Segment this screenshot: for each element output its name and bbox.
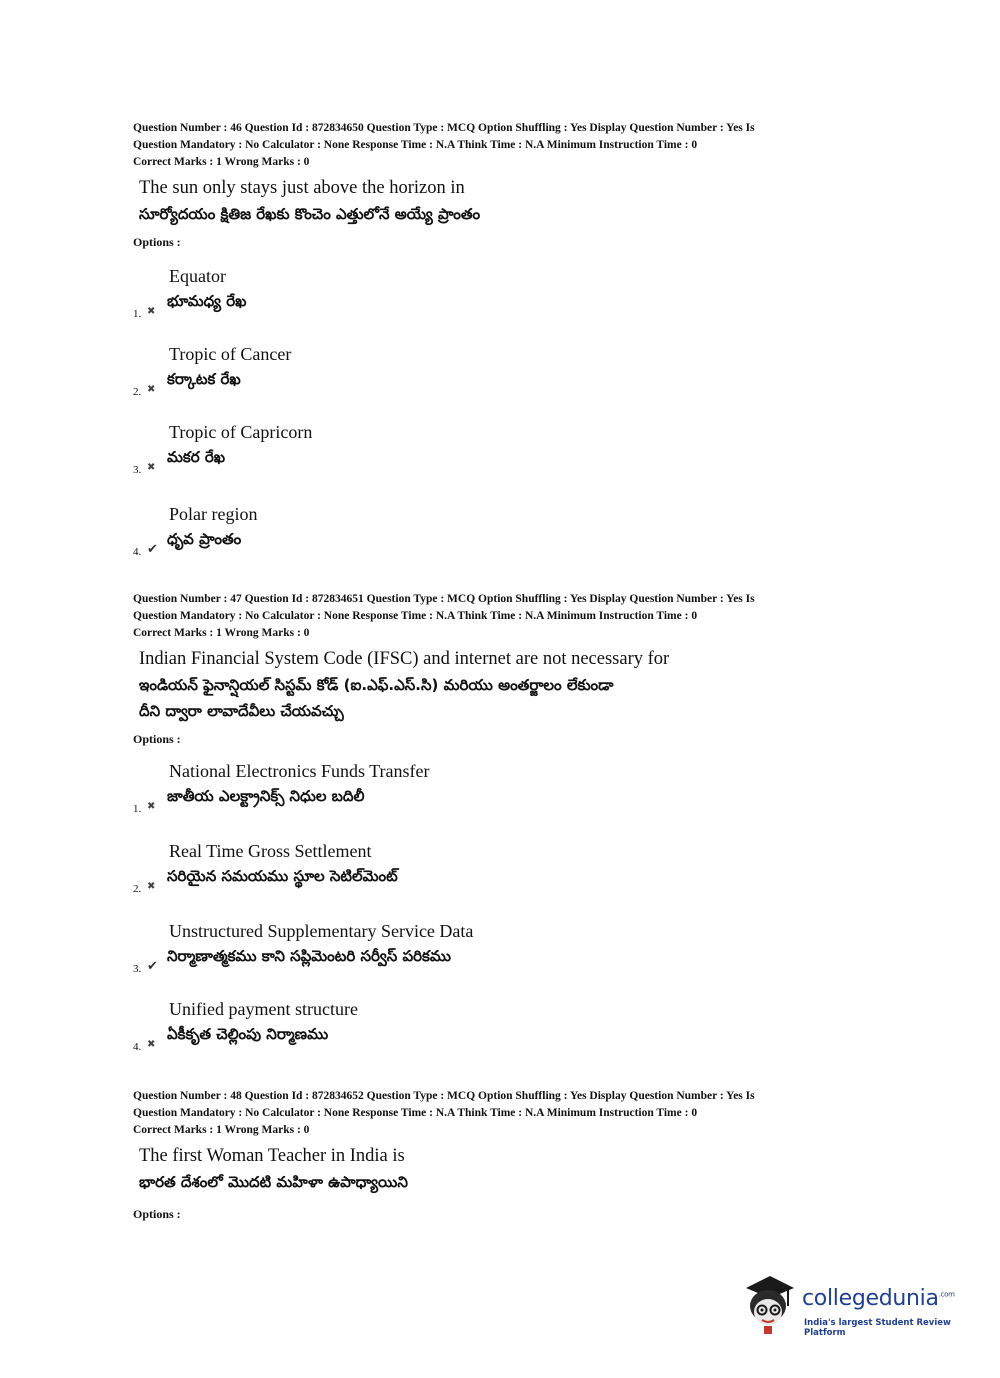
option-1[interactable] — [133, 248, 893, 324]
option-text-te: కర్కాటక రేఖ — [167, 370, 241, 388]
question-meta-line1: Question Number : 46 Question Id : 872834650 Question Type : MCQ Option Shuffling : Yes Display Question Number : Yes Is — [133, 122, 755, 134]
option-text-en: Equator — [169, 266, 226, 286]
question-meta-line2: Question Mandatory : No Calculator : None Response Time : N.A Think Time : N.A Minimum Instruction Time : 0 — [133, 139, 698, 151]
brand-tagline: India's largest Student Review Platform — [804, 1318, 951, 1338]
question-text-te: భారత దేశంలో మొదటి మహిళా ఉపాధ్యాయిని — [139, 1173, 408, 1191]
question-text-en: The first Woman Teacher in India is — [139, 1146, 405, 1166]
options-label: Options : — [133, 732, 181, 746]
wrong-cross-icon: ✖ — [147, 384, 156, 395]
option-text-en: Tropic of Capricorn — [169, 422, 313, 442]
option-text-en: Unstructured Supplementary Service Data — [169, 921, 474, 941]
option-2[interactable] — [133, 326, 893, 402]
option-number: 4. — [133, 1041, 142, 1053]
question-meta-line2: Question Mandatory : No Calculator : None Response Time : N.A Think Time : N.A Minimum Instruction Time : 0 — [133, 610, 698, 622]
question-47 — [133, 591, 893, 1057]
question-text-te-line2: దీని ద్వారా లావాదేవీలు చేయవచ్చు — [139, 702, 344, 720]
options-label: Options : — [133, 235, 181, 249]
question-46 — [133, 120, 893, 562]
question-meta-line3: Correct Marks : 1 Wrong Marks : 0 — [133, 627, 310, 639]
option-text-te: ఏకీకృత చెల్లింపు నిర్మాణము — [167, 1025, 329, 1043]
question-meta-line3: Correct Marks : 1 Wrong Marks : 0 — [133, 1124, 310, 1136]
option-text-te: జాతీయ ఎలక్ట్రానిక్స్ నిధుల బదిలీ — [167, 787, 365, 805]
question-meta-line1: Question Number : 48 Question Id : 872834652 Question Type : MCQ Option Shuffling : Yes Display Question Number : Yes Is — [133, 1090, 755, 1102]
mascot-logo-icon — [740, 1272, 798, 1338]
brand-text: collegedunia — [802, 1286, 939, 1311]
option-text-te: భూమధ్య రేఖ — [167, 292, 247, 310]
question-text-en: The sun only stays just above the horizon in — [139, 178, 465, 198]
brand-com: .com — [938, 1290, 955, 1299]
question-meta-line3: Correct Marks : 1 Wrong Marks : 0 — [133, 156, 310, 168]
wrong-cross-icon: ✖ — [147, 801, 156, 812]
option-text-te: ధృవ ప్రాంతం — [167, 530, 242, 548]
wrong-cross-icon: ✖ — [147, 881, 156, 892]
question-meta-line2: Question Mandatory : No Calculator : None Response Time : N.A Think Time : N.A Minimum Instruction Time : 0 — [133, 1107, 698, 1119]
option-4[interactable] — [133, 486, 893, 562]
option-3[interactable] — [133, 903, 893, 979]
option-text-te: నిర్మాణాత్మకము కాని సప్లిమెంటరి సర్వీస్ పరికము — [167, 947, 451, 965]
option-text-en: Polar region — [169, 504, 258, 524]
option-3[interactable] — [133, 404, 893, 480]
option-number: 3. — [133, 963, 142, 975]
option-number: 2. — [133, 883, 142, 895]
question-text-en: Indian Financial System Code (IFSC) and internet are not necessary for — [139, 649, 670, 669]
question-text — [139, 175, 893, 227]
collegedunia-logo — [740, 1272, 970, 1342]
wrong-cross-icon: ✖ — [147, 462, 156, 473]
option-text-en: Real Time Gross Settlement — [169, 841, 372, 861]
option-number: 1. — [133, 308, 142, 320]
option-text-te: మకర రేఖ — [167, 448, 226, 466]
brand-name — [802, 1286, 955, 1311]
question-text — [139, 1143, 893, 1195]
option-number: 1. — [133, 803, 142, 815]
correct-check-icon: ✔ — [147, 541, 158, 556]
option-text-en: Unified payment structure — [169, 999, 358, 1019]
wrong-cross-icon: ✖ — [147, 306, 156, 317]
options-label: Options : — [133, 1207, 181, 1221]
question-text-te: ఇండియన్ ఫైనాన్షియల్ సిస్టమ్ కోడ్ (ఐ.ఎఫ్.ఎస్.సి) మరియు అంతర్జాలం లేకుండా — [139, 676, 614, 694]
option-number: 2. — [133, 386, 142, 398]
wrong-cross-icon: ✖ — [147, 1039, 156, 1050]
option-2[interactable] — [133, 823, 893, 899]
option-1[interactable] — [133, 743, 893, 819]
option-text-en: National Electronics Funds Transfer — [169, 761, 430, 781]
option-text-en: Tropic of Cancer — [169, 344, 292, 364]
question-48 — [133, 1088, 893, 1222]
option-text-te: సరియైన సమయము స్థూల సెటిల్‌మెంట్ — [167, 867, 398, 885]
question-text-te: సూర్యోదయం క్షితిజ రేఖకు కొంచెం ఎత్తులోనే అయ్యే ప్రాంతం — [139, 205, 481, 223]
option-4[interactable] — [133, 981, 893, 1057]
correct-check-icon: ✔ — [147, 958, 158, 973]
question-meta-line1: Question Number : 47 Question Id : 872834651 Question Type : MCQ Option Shuffling : Yes Display Question Number : Yes Is — [133, 593, 755, 605]
option-number: 3. — [133, 464, 142, 476]
option-number: 4. — [133, 546, 142, 558]
question-text — [139, 646, 893, 724]
